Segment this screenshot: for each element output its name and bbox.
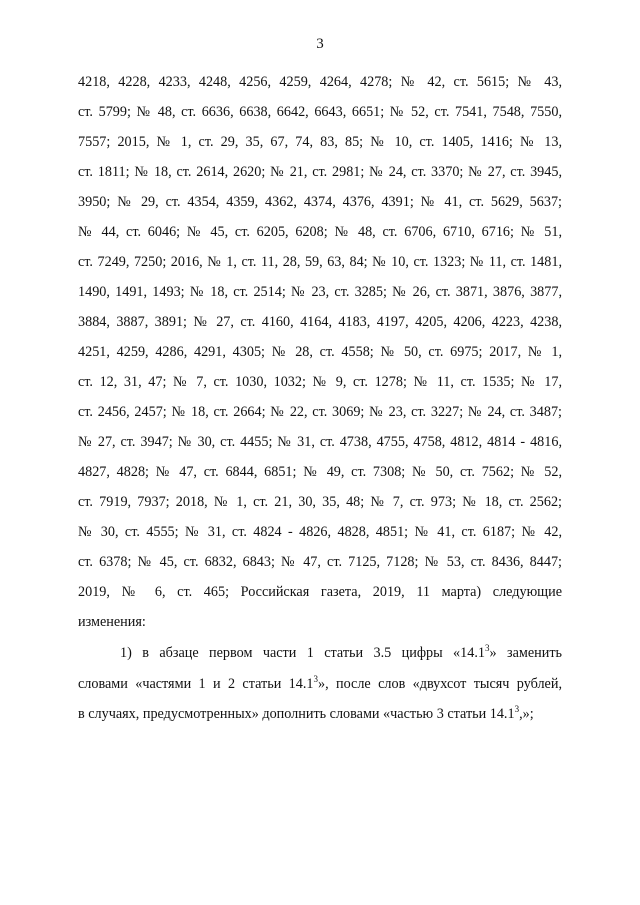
body-line: ст. 2456, 2457; № 18, ст. 2664; № 22, ст. 3069; № 23, ст. 3227; № 24, ст. 3487;: [78, 404, 562, 420]
list-item-text: », после слов «двухсот тысяч рублей,: [318, 676, 562, 692]
list-item-text: словами «частями 1 и 2 статьи 14.1: [78, 676, 314, 692]
list-item-text: ,»;: [519, 706, 534, 722]
body-line: № 27, ст. 3947; № 30, ст. 4455; № 31, ст. 4738, 4755, 4758, 4812, 4814 - 4816,: [78, 434, 562, 450]
list-item-number: 1): [120, 645, 132, 661]
body-line: ст. 7249, 7250; 2016, № 1, ст. 11, 28, 59, 63, 84; № 10, ст. 1323; № 11, ст. 1481,: [78, 254, 562, 270]
superscript: 3: [484, 643, 490, 653]
body-line: ст. 1811; № 18, ст. 2614, 2620; № 21, ст. 2981; № 24, ст. 3370; № 27, ст. 3945,: [78, 164, 562, 180]
body-line: 7557; 2015, № 1, ст. 29, 35, 67, 74, 83, 85; № 10, ст. 1405, 1416; № 13,: [78, 134, 562, 150]
body-line: № 44, ст. 6046; № 45, ст. 6205, 6208; № 48, ст. 6706, 6710, 6716; № 51,: [78, 224, 562, 240]
body-line: ст. 6378; № 45, ст. 6832, 6843; № 47, ст. 7125, 7128; № 53, ст. 8436, 8447;: [78, 554, 562, 570]
body-line: 3950; № 29, ст. 4354, 4359, 4362, 4374, 4376, 4391; № 41, ст. 5629, 5637;: [78, 194, 562, 210]
body-line: 4251, 4259, 4286, 4291, 4305; № 28, ст. 4558; № 50, ст. 6975; 2017, № 1,: [78, 344, 562, 360]
body-line: 3884, 3887, 3891; № 27, ст. 4160, 4164, 4183, 4197, 4205, 4206, 4223, 4238,: [78, 314, 562, 330]
page-number: 3: [316, 36, 324, 52]
list-item-text: в случаях, предусмотренных» дополнить словами «частью 3 статьи 14.1: [78, 706, 515, 722]
body-line: 1490, 1491, 1493; № 18, ст. 2514; № 23, ст. 3285; № 26, ст. 3871, 3876, 3877,: [78, 284, 562, 300]
body-line: 4218, 4228, 4233, 4248, 4256, 4259, 4264, 4278; № 42, ст. 5615; № 43,: [78, 74, 562, 90]
body-line: 2019, № 6, ст. 465; Российская газета, 2019, 11 марта) следующие: [78, 584, 562, 600]
superscript: 3: [514, 704, 520, 714]
body-line: ст. 7919, 7937; 2018, № 1, ст. 21, 30, 35, 48; № 7, ст. 973; № 18, ст. 2562;: [78, 494, 562, 510]
list-item-1-line-2: [78, 675, 562, 693]
body-line: № 30, ст. 4555; № 31, ст. 4824 - 4826, 4828, 4851; № 41, ст. 6187; № 42,: [78, 524, 562, 540]
list-item-text: в абзаце первом части 1 статьи 3.5 цифры «14.1: [142, 645, 485, 661]
body-line: ст. 5799; № 48, ст. 6636, 6638, 6642, 6643, 6651; № 52, ст. 7541, 7548, 7550,: [78, 104, 562, 120]
list-item-text: » заменить: [489, 645, 562, 661]
list-item-1-line-3: [78, 705, 562, 723]
body-line: изменения:: [78, 614, 146, 630]
body-line: ст. 12, 31, 47; № 7, ст. 1030, 1032; № 9, ст. 1278; № 11, ст. 1535; № 17,: [78, 374, 562, 390]
list-item-1-line-1: [120, 644, 562, 662]
body-line: 4827, 4828; № 47, ст. 6844, 6851; № 49, ст. 7308; № 50, ст. 7562; № 52,: [78, 464, 562, 480]
superscript: 3: [313, 674, 318, 684]
